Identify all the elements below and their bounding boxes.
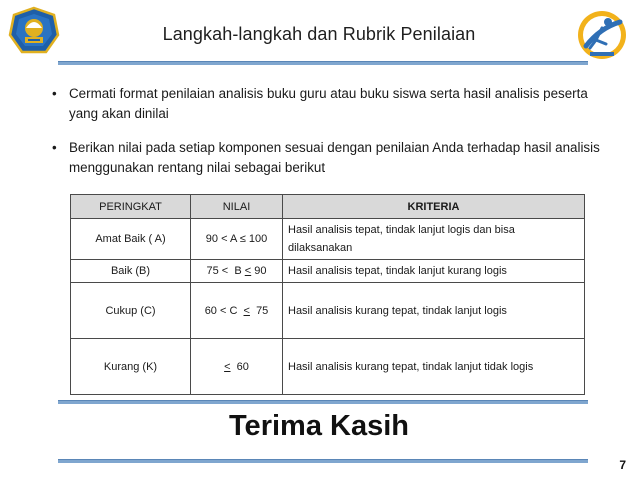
- cell-nilai: [191, 339, 283, 395]
- top-divider: [58, 61, 588, 65]
- table-row: [71, 339, 585, 395]
- nilai-operator: <: [244, 265, 252, 277]
- middle-divider: [58, 400, 588, 404]
- nilai-operator: <: [243, 304, 250, 317]
- cell-nilai: [191, 283, 283, 339]
- nilai-operator: <: [224, 360, 231, 373]
- bullet-list: [52, 84, 612, 192]
- cell-peringkat: Cukup (C): [71, 283, 191, 339]
- nilai-prefix: 75 < B: [206, 265, 245, 277]
- nilai-suffix: 60: [230, 360, 249, 373]
- cell-kriteria: Hasil analisis tepat, tindak lanjut kurang logis: [283, 260, 585, 283]
- slide-title: Langkah-langkah dan Rubrik Penilaian: [162, 24, 476, 44]
- table-row: [71, 219, 585, 260]
- header-kriteria: KRITERIA: [283, 195, 585, 219]
- rubric-table: [70, 194, 585, 395]
- table-row: [71, 283, 585, 339]
- cell-peringkat: Amat Baik ( A): [71, 219, 191, 260]
- bottom-divider: [58, 459, 588, 463]
- bullet-item: [52, 138, 612, 178]
- nilai-suffix: 75: [249, 304, 269, 317]
- cell-kriteria: Hasil analisis kurang tepat, tindak lanjut logis: [283, 283, 585, 339]
- cell-peringkat: Kurang (K): [71, 339, 191, 395]
- page-number: 7: [619, 458, 626, 472]
- cell-peringkat: Baik (B): [71, 260, 191, 283]
- bullet-item: [52, 84, 612, 124]
- cell-kriteria: Hasil analisis tepat, tindak lanjut logis dan bisa dilaksanakan: [283, 219, 585, 260]
- cell-nilai: 90 < A ≤ 100: [191, 219, 283, 260]
- cell-kriteria: Hasil analisis kurang tepat, tindak lanjut tidak logis: [283, 339, 585, 395]
- closing-text: Terima Kasih: [229, 410, 409, 442]
- table-row: [71, 260, 585, 283]
- bullet-symbol: •: [52, 140, 57, 155]
- header-nilai: NILAI: [191, 195, 283, 219]
- table-header-row: [71, 195, 585, 219]
- bullet-text: Berikan nilai pada setiap komponen sesuai dengan penilaian Anda terhadap hasil analisis menggunakan rentang nilai sebagai berikut: [69, 140, 600, 175]
- header-peringkat: PERINGKAT: [71, 195, 191, 219]
- cell-nilai: [191, 260, 283, 283]
- nilai-suffix: 90: [251, 265, 267, 277]
- bullet-symbol: •: [52, 86, 57, 101]
- bullet-text: Cermati format penilaian analisis buku guru atau buku siswa serta hasil analisis peserta yang akan dinilai: [69, 86, 588, 121]
- nilai-prefix: 60 < C: [204, 304, 244, 317]
